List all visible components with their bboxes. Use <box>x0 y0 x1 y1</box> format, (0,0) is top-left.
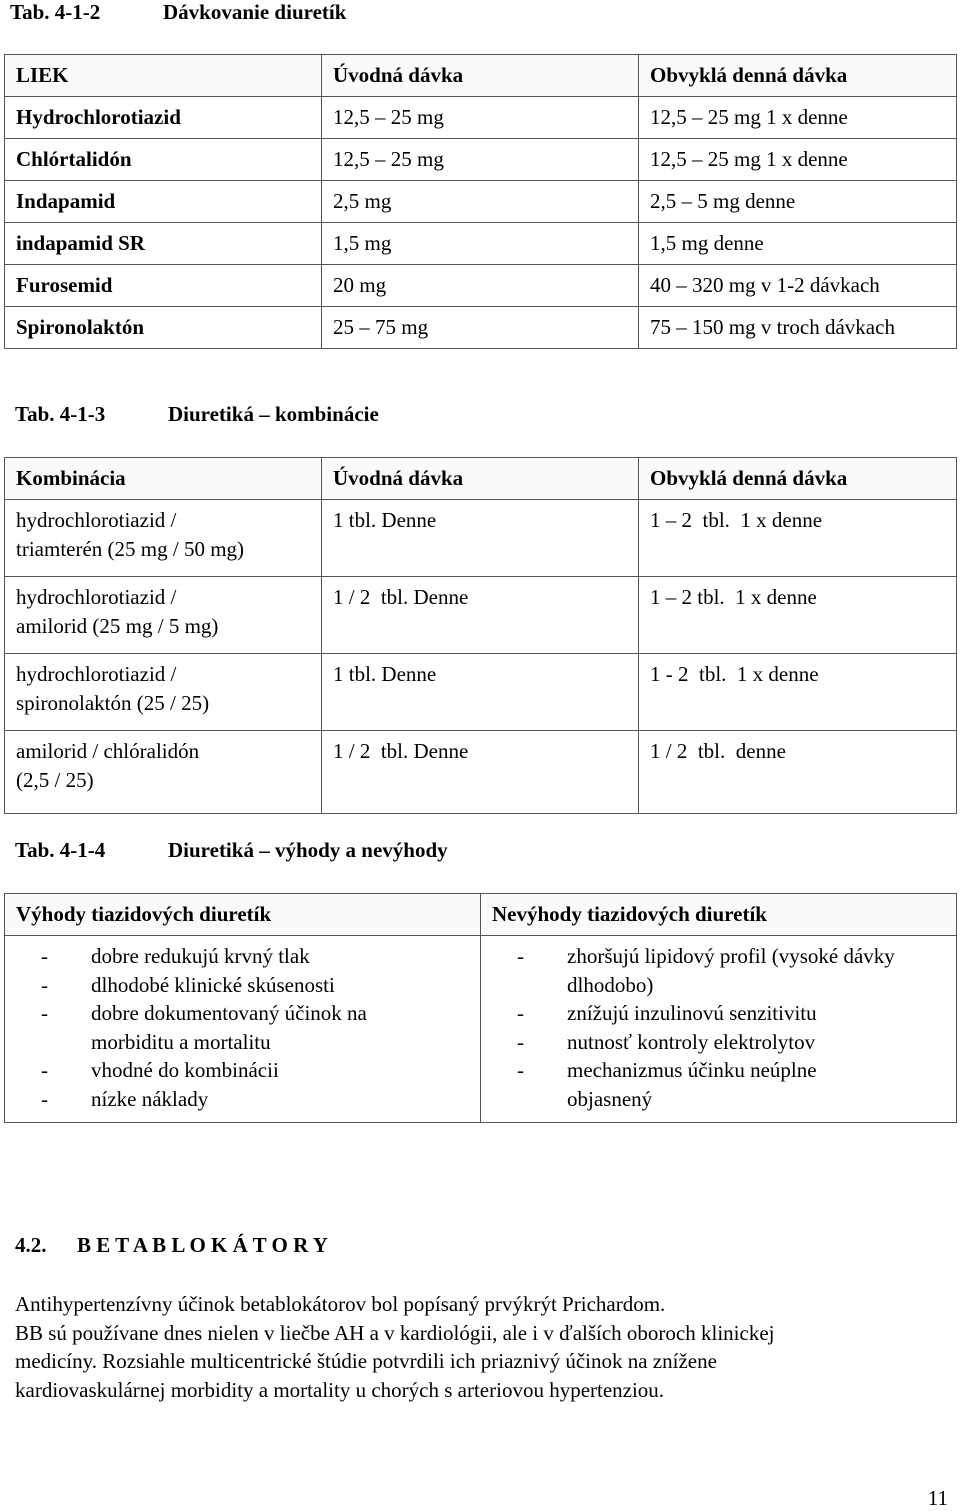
header-usual-dose: Obvyklá denná dávka <box>639 55 957 97</box>
header-start-dose: Úvodná dávka <box>322 55 639 97</box>
start-dose: 20 mg <box>322 265 639 307</box>
table-row <box>5 265 957 307</box>
list-item: - vhodné do kombinácii <box>41 1056 420 1085</box>
list-item: - nutnosť kontroly elektrolytov <box>517 1028 906 1057</box>
table1-caption <box>10 0 610 28</box>
table1-label: Tab. 4-1-2 <box>10 0 101 24</box>
table-header-row <box>5 894 957 936</box>
header-drug: LIEK <box>5 55 322 97</box>
usual-dose: 40 – 320 mg v 1-2 dávkach <box>639 265 957 307</box>
header-cons: Nevýhody tiazidových diuretík <box>481 894 957 936</box>
table-row <box>5 181 957 223</box>
combination-line: amilorid (25 mg / 5 mg) <box>16 614 219 638</box>
pros-list <box>16 942 480 1114</box>
cons-cell <box>481 936 957 1123</box>
list-item: - dlhodobé klinické skúsenosti <box>41 971 420 1000</box>
table-row <box>5 139 957 181</box>
table-row <box>5 654 957 731</box>
paragraph-line: medicíny. Rozsiahle multicentrické štúdie potvrdili ich priaznivý účinok na znížene <box>15 1349 717 1374</box>
combination-table <box>4 457 957 814</box>
header-combination: Kombinácia <box>5 458 322 500</box>
combination-cell <box>5 731 322 814</box>
table-row <box>5 731 957 814</box>
cons-list <box>492 942 956 1114</box>
section-number: 4.2. <box>15 1233 47 1257</box>
header-usual-dose: Obvyklá denná dávka <box>639 458 957 500</box>
usual-dose: 12,5 – 25 mg 1 x denne <box>639 139 957 181</box>
drug-name: Indapamid <box>5 181 322 223</box>
combination-line: (2,5 / 25) <box>16 768 94 792</box>
usual-dose: 2,5 – 5 mg denne <box>639 181 957 223</box>
header-pros: Výhody tiazidových diuretík <box>5 894 481 936</box>
section-paragraph <box>15 1290 950 1404</box>
usual-dose: 1 – 2 tbl. 1 x denne <box>639 577 957 654</box>
drug-name: Hydrochlorotiazid <box>5 97 322 139</box>
list-item: - dobre redukujú krvný tlak <box>41 942 420 971</box>
start-dose: 2,5 mg <box>322 181 639 223</box>
list-item: - mechanizmus účinku neúplne objasnený <box>517 1056 906 1113</box>
header-start-dose: Úvodná dávka <box>322 458 639 500</box>
start-dose: 1 / 2 tbl. Denne <box>322 731 639 814</box>
section-title: B E T A B L O K Á T O R Y <box>77 1233 328 1257</box>
table-row <box>5 97 957 139</box>
table3-title: Diuretiká – výhody a nevýhody <box>168 838 448 862</box>
combination-cell <box>5 654 322 731</box>
table-row <box>5 307 957 349</box>
drug-name: Chlórtalidón <box>5 139 322 181</box>
paragraph-line: kardiovaskulárnej morbidity a mortality u chorých s arteriovou hypertenziou. <box>15 1377 665 1402</box>
pros-cell <box>5 936 481 1123</box>
usual-dose: 1,5 mg denne <box>639 223 957 265</box>
start-dose: 1,5 mg <box>322 223 639 265</box>
table-row <box>5 577 957 654</box>
table-row <box>5 936 957 1123</box>
usual-dose: 12,5 – 25 mg 1 x denne <box>639 97 957 139</box>
list-item: - zhoršujú lipidový profil (vysoké dávky dlhodobo) <box>517 942 906 999</box>
start-dose: 12,5 – 25 mg <box>322 97 639 139</box>
start-dose: 1 / 2 tbl. Denne <box>322 577 639 654</box>
usual-dose: 1 / 2 tbl. denne <box>639 731 957 814</box>
table2-title: Diuretiká – kombinácie <box>168 402 379 426</box>
table-header-row <box>5 458 957 500</box>
list-item: - nízke náklady <box>41 1085 420 1114</box>
table1-title: Dávkovanie diuretík <box>163 0 347 24</box>
table2-label: Tab. 4-1-3 <box>15 402 106 426</box>
usual-dose: 75 – 150 mg v troch dávkach <box>639 307 957 349</box>
pros-cons-table <box>4 893 957 1123</box>
table-header-row <box>5 55 957 97</box>
table3-label: Tab. 4-1-4 <box>15 838 106 862</box>
section-heading <box>15 1233 615 1263</box>
drug-name: Furosemid <box>5 265 322 307</box>
usual-dose: 1 – 2 tbl. 1 x denne <box>639 500 957 577</box>
paragraph-line: BB sú používane dnes nielen v liečbe AH a v kardiológii, ale i v ďalších oboroch klinickej <box>15 1320 775 1345</box>
combination-line: spironolaktón (25 / 25) <box>16 691 210 715</box>
combination-line: amilorid / chlóralidón <box>16 739 200 763</box>
dosage-table <box>4 54 957 349</box>
combination-cell <box>5 500 322 577</box>
start-dose: 12,5 – 25 mg <box>322 139 639 181</box>
combination-line: hydrochlorotiazid / <box>16 662 177 686</box>
page-number: 11 <box>927 1486 948 1510</box>
combination-line: hydrochlorotiazid / <box>16 585 177 609</box>
start-dose: 1 tbl. Denne <box>322 500 639 577</box>
table-row <box>5 500 957 577</box>
drug-name: Spironolaktón <box>5 307 322 349</box>
list-item: - dobre dokumentovaný účinok na morbiditu a mortalitu <box>41 999 420 1056</box>
start-dose: 1 tbl. Denne <box>322 654 639 731</box>
start-dose: 25 – 75 mg <box>322 307 639 349</box>
table-row <box>5 223 957 265</box>
combination-line: triamterén (25 mg / 50 mg) <box>16 537 245 561</box>
table2-caption <box>15 402 615 430</box>
usual-dose: 1 - 2 tbl. 1 x denne <box>639 654 957 731</box>
paragraph-line: Antihypertenzívny účinok betablokátorov bol popísaný prvýkrýt Prichardom. <box>15 1292 666 1316</box>
table3-caption <box>15 838 615 866</box>
list-item: - znížujú inzulinovú senzitivitu <box>517 999 906 1028</box>
combination-cell <box>5 577 322 654</box>
drug-name: indapamid SR <box>5 223 322 265</box>
combination-line: hydrochlorotiazid / <box>16 508 177 532</box>
